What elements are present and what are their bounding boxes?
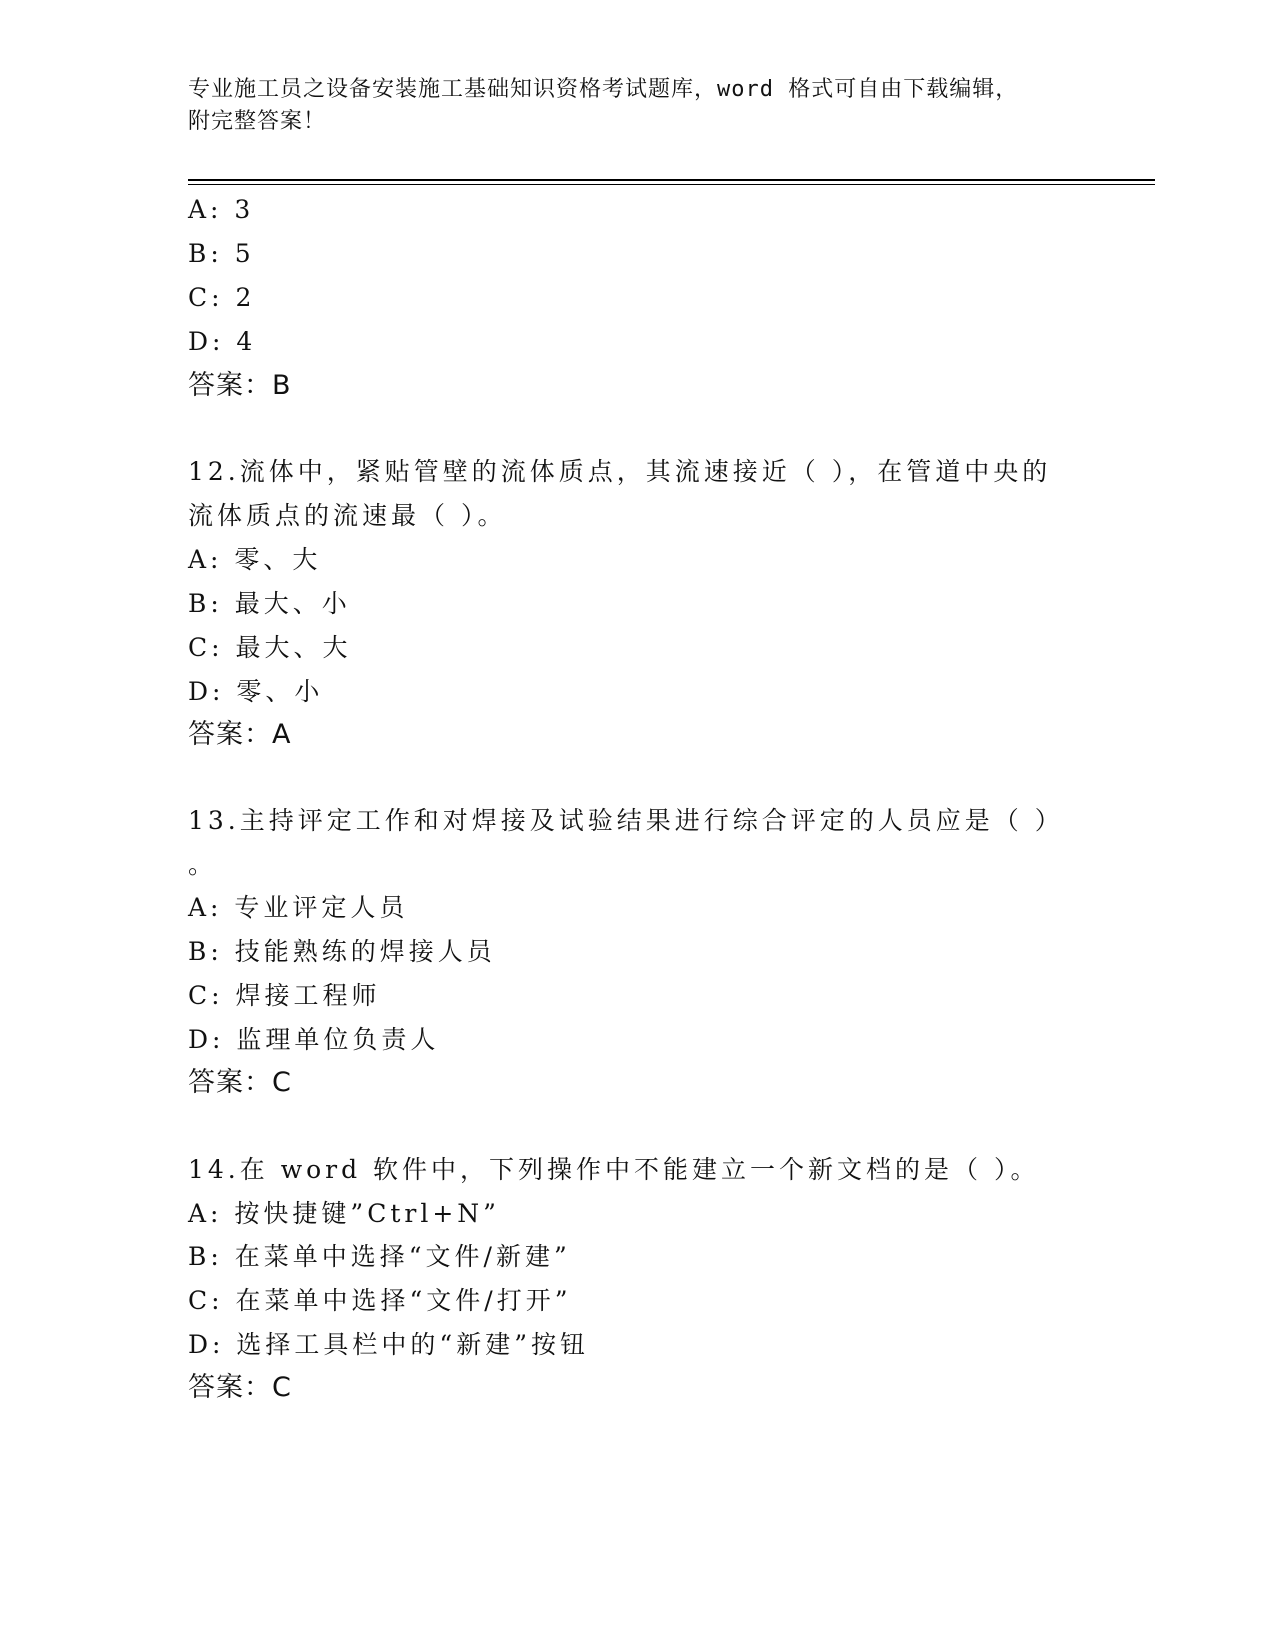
q11-option-c: C: 2 xyxy=(188,283,256,312)
q12-answer: 答案：A xyxy=(188,719,292,750)
header-rule-thin xyxy=(188,184,1155,185)
q11-answer: 答案：B xyxy=(188,370,292,401)
q13-stem-line-2: 。 xyxy=(188,850,218,879)
q14-option-b: B: 在菜单中选择“文件/新建” xyxy=(188,1242,571,1271)
q12-option-b: B: 最大、小 xyxy=(188,589,351,618)
q11-option-d: D: 4 xyxy=(188,327,257,356)
header-line-2: 附完整答案！ xyxy=(188,109,327,134)
q14-option-d: D: 选择工具栏中的“新建”按钮 xyxy=(188,1330,589,1359)
q12-stem-line-1: 12.流体中，紧贴管壁的流体质点，其流速接近（ ），在管道中央的 xyxy=(188,457,1052,486)
page-header xyxy=(188,74,1068,138)
q11-option-a: A: 3 xyxy=(188,195,255,224)
q13-option-b: B: 技能熟练的焊接人员 xyxy=(188,937,496,966)
q14-option-a: A: 按快捷键”Ctrl+N” xyxy=(188,1199,500,1228)
q13-option-a: A: 专业评定人员 xyxy=(188,893,409,922)
q11-option-b: B: 5 xyxy=(188,239,255,268)
q13-option-c: C: 焊接工程师 xyxy=(188,981,381,1010)
q13-stem-line-1: 13.主持评定工作和对焊接及试验结果进行综合评定的人员应是（ ） xyxy=(188,806,1064,835)
q14-stem-line-1: 14.在 word 软件中，下列操作中不能建立一个新文档的是（ ）。 xyxy=(188,1155,1040,1184)
header-line-1: 专业施工员之设备安装施工基础知识资格考试题库，word 格式可自由下载编辑， xyxy=(188,77,1019,102)
q13-answer: 答案：C xyxy=(188,1067,292,1098)
q14-option-c: C: 在菜单中选择“文件/打开” xyxy=(188,1286,572,1315)
q12-option-a: A: 零、大 xyxy=(188,545,322,574)
q12-stem-line-2: 流体质点的流速最（ ）。 xyxy=(188,501,507,530)
header-rule-thick xyxy=(188,179,1155,181)
q12-option-c: C: 最大、大 xyxy=(188,633,352,662)
q14-answer: 答案：C xyxy=(188,1372,292,1403)
q13-option-d: D: 监理单位负责人 xyxy=(188,1025,440,1054)
q12-option-d: D: 零、小 xyxy=(188,677,324,706)
